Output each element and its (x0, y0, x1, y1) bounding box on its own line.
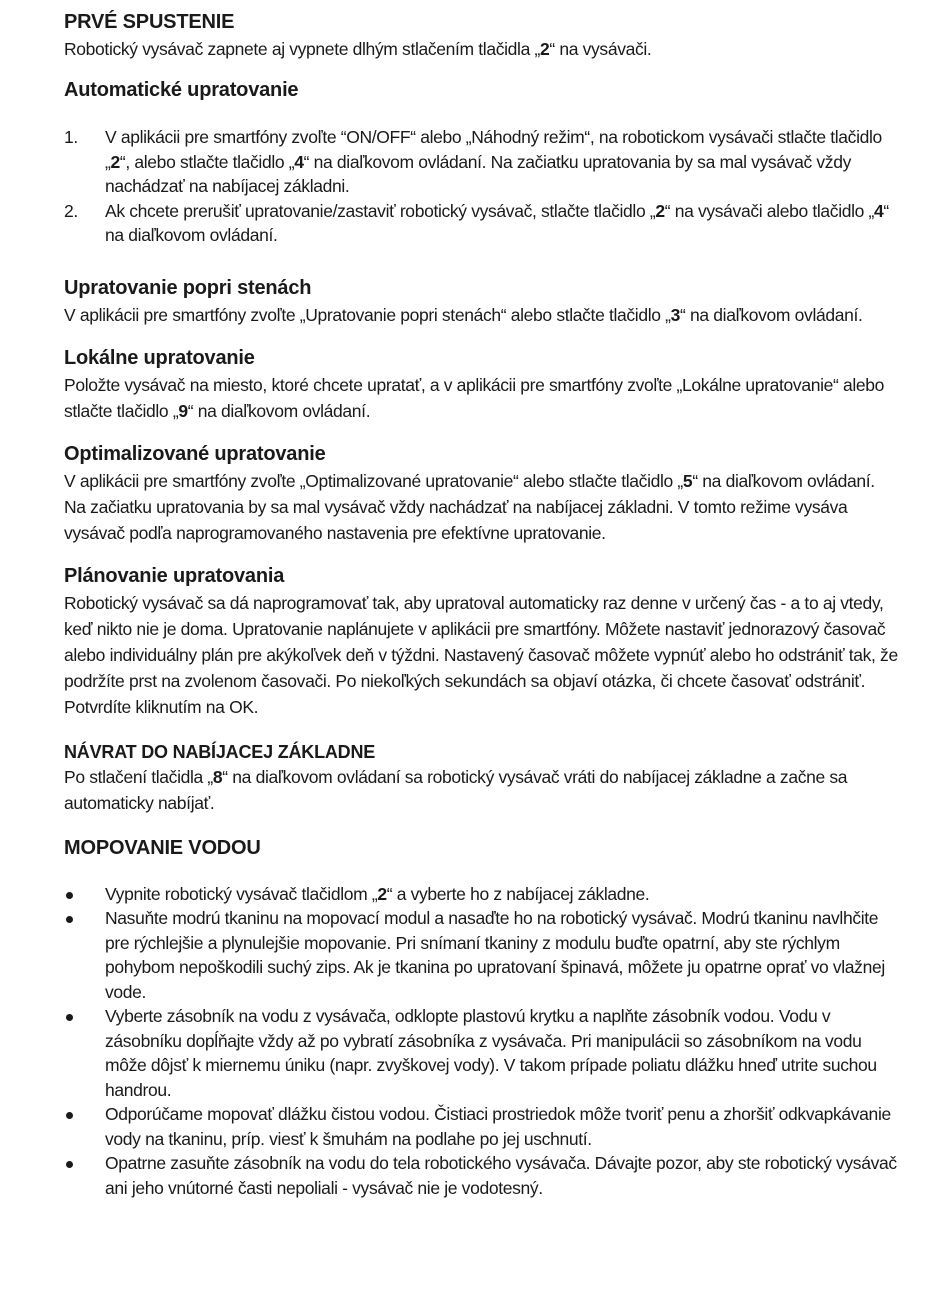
step-text: V aplikácii pre smartfóny zvoľte “ON/OFF“ alebo „Náhodný režim“, na robotickom vysávači stlačte tlačidlo „ (105, 127, 882, 172)
local-cleaning-text-before: Položte vysávač na miesto, ktoré chcete upratať, a v aplikácii pre smartfóny zvoľte „Lokálne upratovanie“ alebo stlačte tlačidlo „ (64, 374, 885, 421)
return-to-base-text-before: Po stlačení tlačidla „ (64, 766, 213, 787)
optimized-cleaning-text (64, 468, 900, 546)
mopping-bullets (64, 882, 900, 1201)
section-mopping (64, 834, 900, 1201)
section-first-start (64, 8, 900, 62)
list-item (64, 125, 900, 199)
section-local-cleaning (64, 344, 900, 424)
bullet-text: Opatrne zasuňte zásobník na vodu do tela robotického vysávača. Dávajte pozor, aby ste robotický vysávač ani jeho vnútorné časti nepoliali - vysávač nie je vodotesný. (105, 1153, 897, 1198)
wall-cleaning-heading: Upratovanie popri stenách (64, 276, 312, 299)
scheduled-cleaning-heading: Plánovanie upratovania (64, 564, 285, 587)
first-start-text-before: Robotický vysávač zapnete aj vypnete dlhým stlačením tlačidla „ (64, 39, 540, 59)
bullet-text: Vypnite robotický vysávač tlačidlom „ (105, 883, 378, 904)
scheduled-cleaning-text: Robotický vysávač sa dá naprogramovať tak, aby upratoval automaticky raz denne v určený čas - a to aj vtedy, keď nikto nie je doma. Upratovanie naplánujete v aplikácii pre smartfóny. Môžete nastaviť jednorazový časovač alebo individuálny plán pre akýkoľvek deň v týždni. Nastavený časovač môžete vypnúť alebo ho odstrániť tak, že podržíte prst na zvolenom časovači. Po niekoľkých sekundách sa objaví otázka, či chcete časovať odstrániť. Potvrdíte kliknutím na OK. (64, 592, 898, 717)
step-key: 4 (294, 151, 304, 172)
return-to-base-text-after: “ na diaľkovom ovládaní sa robotický vysávač vráti do nabíjacej základne a začne sa automaticky nabíjať. (64, 766, 848, 813)
step-key: 4 (874, 200, 884, 221)
optimized-cleaning-key: 5 (682, 470, 693, 491)
return-to-base-key: 8 (212, 766, 223, 787)
list-item (64, 199, 900, 248)
local-cleaning-key: 9 (178, 400, 188, 421)
bullet-icon (66, 892, 73, 899)
return-to-base-heading: NÁVRAT DO NABÍJACEJ ZÁKLADNE (64, 741, 376, 762)
step-number: 1. (64, 127, 78, 147)
local-cleaning-text-after: “ na diaľkovom ovládaní. (187, 400, 371, 421)
optimized-cleaning-text-after: “ na diaľkovom ovládaní. Na začiatku upratovania by sa mal vysávač vždy nachádzať na nabíjacej základni. V tomto režime vysáva vysávač podľa naprogramovaného nastavenia pre efektívne upratovanie. (64, 470, 875, 543)
bullet-icon (66, 1014, 73, 1021)
mopping-heading: MOPOVANIE VODOU (64, 836, 261, 859)
step-number: 2. (64, 200, 78, 221)
step-key: 2 (110, 151, 120, 172)
bullet-key: 2 (377, 883, 387, 904)
first-start-heading: PRVÉ SPUSTENIE (64, 11, 235, 33)
step-text: Ak chcete prerušiť upratovanie/zastaviť robotický vysávač, stlačte tlačidlo „ (105, 200, 656, 221)
list-item (64, 906, 900, 1004)
bullet-icon (66, 1161, 73, 1168)
wall-cleaning-key: 3 (670, 304, 681, 325)
section-return-to-base (64, 740, 900, 816)
list-item (64, 1102, 900, 1151)
auto-cleaning-heading: Automatické upratovanie (64, 79, 299, 101)
first-start-text (64, 36, 900, 62)
list-item (64, 1004, 900, 1102)
optimized-cleaning-heading: Optimalizované upratovanie (64, 442, 326, 465)
auto-cleaning-steps (64, 125, 900, 248)
first-start-text-after: “ na vysávači. (549, 39, 652, 59)
wall-cleaning-text (64, 302, 900, 328)
step-text: “ na diaľkovom ovládaní. Na začiatku upratovania by sa mal vysávač vždy nachádzať na nabíjacej základni. (105, 151, 851, 196)
bullet-text: Odporúčame mopovať dlážku čistou vodou. Čistiaci prostriedok môže tvoriť penu a zhoršiť odkvapkávanie vody na tkaninu, príp. viesť k šmuhám na podlahe po jej uschnutí. (105, 1104, 891, 1149)
section-wall-cleaning (64, 274, 900, 328)
bullet-icon (66, 1112, 73, 1119)
bullet-text: Vyberte zásobník na vodu z vysávača, odklopte plastovú krytku a naplňte zásobník vodou. Vodu v zásobníku dopĺňajte vždy až po vybratí zásobníka z vysávača. Pri manipulácii so zásobníkom na vodu môže dôjsť k miernemu úniku (napr. zvyškovej vody). V takom prípade poliatu dlážku hneď utrite suchou handrou. (105, 1006, 877, 1100)
local-cleaning-text (64, 372, 900, 424)
return-to-base-text (64, 764, 900, 816)
local-cleaning-heading: Lokálne upratovanie (64, 346, 255, 369)
bullet-icon (66, 916, 73, 923)
section-auto-cleaning (64, 76, 900, 248)
section-optimized-cleaning (64, 440, 900, 546)
step-text: “ na vysávači alebo tlačidlo „ (664, 200, 875, 221)
wall-cleaning-text-before: V aplikácii pre smartfóny zvoľte „Upratovanie popri stenách“ alebo stlačte tlačidlo „ (64, 304, 671, 325)
bullet-text: “ a vyberte ho z nabíjacej základne. (386, 883, 650, 904)
first-start-key: 2 (539, 39, 550, 59)
list-item (64, 1151, 900, 1200)
step-key: 2 (655, 200, 665, 221)
step-text: “, alebo stlačte tlačidlo „ (119, 151, 295, 172)
optimized-cleaning-text-before: V aplikácii pre smartfóny zvoľte „Optimalizované upratovanie“ alebo stlačte tlačidlo „ (64, 470, 683, 491)
list-item (64, 882, 900, 907)
step-text: “ na diaľkovom ovládaní. (105, 200, 889, 245)
bullet-text: Nasuňte modrú tkaninu na mopovací modul a nasaďte ho na robotický vysávač. Modrú tkaninu navlhčite pre rýchlejšie a plynulejšie mopovanie. Pri snímaní tkaniny z modulu buďte opatrní, aby ste rýchlym pohybom nepoškodili suchý zips. Ak je tkanina po upratovaní špinavá, môžete ju opatrne oprať vo vlažnej vode. (105, 908, 885, 1002)
wall-cleaning-text-after: “ na diaľkovom ovládaní. (680, 304, 863, 325)
section-scheduled-cleaning (64, 562, 900, 720)
